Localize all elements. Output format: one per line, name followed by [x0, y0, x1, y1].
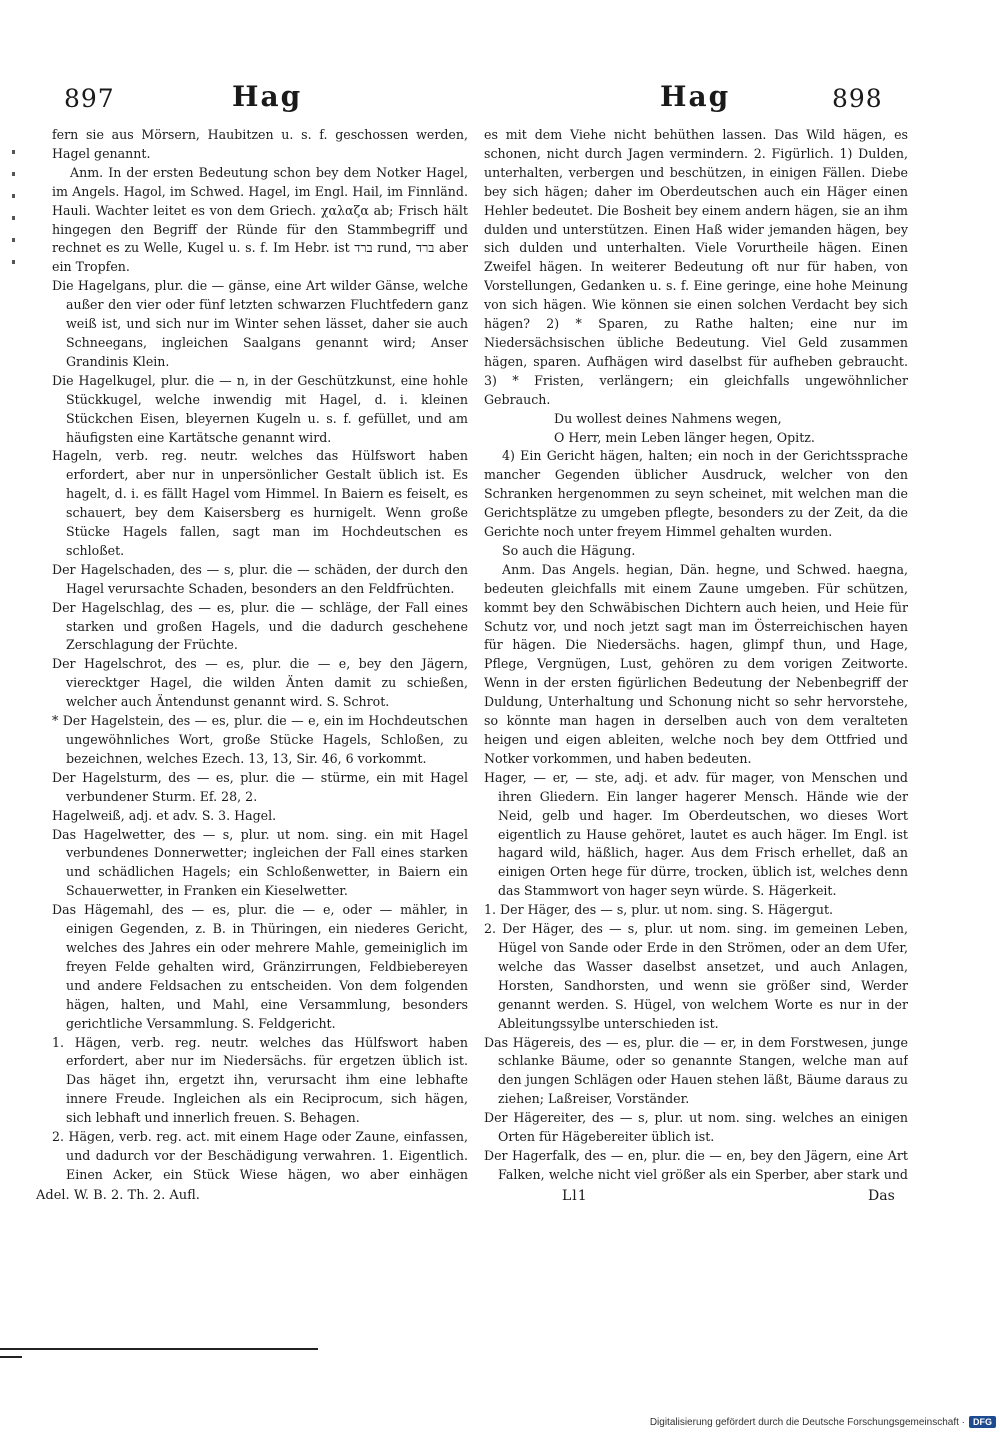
- entry-paragraph: 1. Hägen, verb. reg. neutr. welches das Hülfswort haben erfordert, aber nur im Niedersächs. für ergetzen üblich ist. Das häget ihn, ergetzt ihn, verursacht ihm eine lebhafte innere Freude. Ingleichen als ein Reciprocum, sich hägen, sich lebhaft und innerlich freuen. S. Behagen.: [52, 1034, 468, 1126]
- right-running-head: Hag: [660, 80, 731, 113]
- left-page-number: 897: [64, 84, 115, 113]
- entry-paragraph: Die Hagelkugel, plur. die — n, in der Geschützkunst, eine hohle Stückkugel, welche inwendig mit Hagel, d. i. kleinen Stückchen Eisen, bleyernen Kugeln u. s. f. gefüllet, und am häufigsten eine Kartätsche genannt wird.: [52, 372, 468, 445]
- entry-paragraph: Das Hägemahl, des — es, plur. die — e, oder — mähler, in einigen Gegenden, z. B. in Thüringen, ein niederes Gericht, welches des Jahres ein oder mehrere Mahle, gemeiniglich im freyen Felde gehalten wird, Gränzirrungen, Feldbiebereyen und andere Feldsachen zu entscheiden. Von dem folgenden hägen, halten, und Mahl, eine Versammlung, besonders gerichtliche Versammlung. S. Feldgericht.: [52, 902, 468, 1031]
- scan-edge-line: [0, 1348, 318, 1350]
- entry-paragraph: Anm. Das Angels. hegian, Dän. hegne, und Schwed. haegna, bedeuten gleichfalls mit einem Zaune umgeben. Für schützen, kommt bey den Schwäbischen Dichtern auch heien, und Heie für Schutz vor, und noch jetzt sagt man im Österreichischen hayen für hägen. Die Niedersächs. hagen, glimpf thun, und Hage, Pflege, Vergnügen, Lust, gehören zu dem vorigen Zeitworte. Wenn in der ersten figürlichen Bedeutung der Nebenbegriff der Duldung, Unterhaltung und Schonung nicht so sehr hervorstehe, so könnte man hagen in derselben auch von dem veralteten heigen und eigen ableiten, welche noch bey dem Ottfried und Notker vorkommen, und haben bedeuten.: [484, 561, 908, 766]
- entry-paragraph: Du wollest deines Nahmens wegen,: [554, 410, 782, 426]
- entry-paragraph: 2. Hägen, verb. reg. act. mit einem Hage oder Zaune, einfassen, und dadurch vor der Beschädigung verwahren. 1. Eigentlich. Einen Acker, ein Stück Wiese hägen, wo aber einhägen: [52, 1129, 468, 1182]
- scan-edge-mark: [0, 1356, 22, 1358]
- entry-paragraph: 2. Der Häger, des — s, plur. ut nom. sing. im gemeinen Leben, Hügel von Sande oder Erde in den Strömen, oder an dem Ufer, welche das Wasser daselbst ansetzet, und auch Anlagen, Horsten, Sandhorsten, und wenn sie größer sind, Werder genannt werden. S. Hügel, von welchem Worte es nur in der Ableitungssylbe unterschieden ist.: [484, 921, 908, 1031]
- footer-volume-note: Adel. W. B. 2. Th. 2. Aufl.: [36, 1188, 200, 1203]
- entry-paragraph: * Der Hagelstein, des — es, plur. die — e, ein im Hochdeutschen ungewöhnliches Wort, große Stücke Hagels, Schloßen, zu bezeichnen, welches Ezech. 13, 13, Sir. 46, 6 vorkommt.: [52, 713, 468, 766]
- entry-paragraph: Das Hägereis, des — es, plur. die — er, in dem Forstwesen, junge schlanke Bäume, oder so genannte Stangen, welche man auf den jungen Schlägen oder Hauen stehen läßt, Bäume daraus zu ziehen; Laßreiser, Vorständer.: [484, 1034, 908, 1107]
- entry-paragraph: Das Hagelwetter, des — s, plur. ut nom. sing. ein mit Hagel verbundenes Donnerwetter; ingleichen der Fall eines starken und schädlichen Hagels; ein Schloßenwetter, in Baiern ein Schauerwetter, in Franken ein Kieselwetter.: [52, 826, 468, 899]
- entry-paragraph: Der Hagerfalk, des — en, plur. die — en, bey den Jägern, eine Art Falken, welche nicht viel größer als ein Sperber, aber stark und: [484, 1147, 908, 1182]
- entry-paragraph: es mit dem Viehe nicht behüthen lassen. Das Wild hägen, es schonen, nicht durch Jagen vermindern. 2. Figürlich. 1) Dulden, unterhalten, verbergen und beschützen, in einigen Fällen. Diebe bey sich hägen; daher im Oberdeutschen auch ein Häger einen Hehler bedeutet. Die Bosheit bey einem andern hägen, sie an ihm dulden und unterstützen. Einen Haß wider jemanden hägen, bey sich dulden und unterhalten. Viele Vorurtheile hägen. Einen Zweifel hägen. In weiterer Bedeutung oft nur für haben, von Vorstellungen, Gedanken u. s. f. Eine geringe, eine hohe Meinung von sich hägen. Wie können sie einen solchen Verdacht bey sich hägen? 2) * Sparen, zu Rathe halten; eine nur im Niedersächsischen übliche Bedeutung. Viel Geld zusammen hägen, sparen. Aufhägen wird daselbst für aufheben gebraucht. 3) * Fristen, verlängern; ein gleichfalls ungewöhnlicher Gebrauch.: [484, 127, 908, 407]
- entry-paragraph: So auch die Hägung.: [502, 542, 636, 558]
- entry-paragraph: 1. Der Häger, des — s, plur. ut nom. sing. S. Hägergut.: [484, 902, 834, 918]
- digitization-credit: [650, 1416, 996, 1428]
- right-page-number: 898: [832, 84, 883, 113]
- entry-paragraph: Die Hagelgans, plur. die — gänse, eine Art wilder Gänse, welche außer den vier oder fünf letzten schwarzen Fluchtfedern ganz weiß ist, und sich nur im Winter sehen lässet, daher sie auch Schneegans, ingleichen Saalgans genannt wird; Anser Grandinis Klein.: [52, 278, 468, 369]
- credit-text: Digitalisierung gefördert durch die Deutsche Forschungsgemeinschaft ·: [649, 1416, 965, 1428]
- footer-signature: Ll1: [562, 1188, 588, 1204]
- left-running-head: Hag: [232, 80, 303, 113]
- entry-paragraph: 4) Ein Gericht hägen, halten; ein noch in der Gerichtssprache mancher Gegenden üblicher Ausdruck, welcher von den Schranken hergenommen zu seyn scheinet, mit welchen man die Gerichtsplätze zu umgeben pflegte, besonders zu der Zeit, da die Gerichte noch unter freyem Himmel gehalten wurden.: [484, 448, 908, 540]
- entry-paragraph: Der Hagelsturm, des — es, plur. die — stürme, ein mit Hagel verbundener Sturm. Ef. 28, 2.: [52, 769, 468, 804]
- entry-paragraph: O Herr, mein Leben länger hegen, Opitz.: [554, 429, 815, 445]
- left-column: [52, 126, 468, 1186]
- entry-paragraph: Der Hagelschaden, des — s, plur. die — schäden, der durch den Hagel verursachte Schaden, besonders an den Feldfrüchten.: [52, 561, 468, 596]
- entry-paragraph: Der Hagelschrot, des — es, plur. die — e, bey den Jägern, vierecktger Hagel, die wilden Änten damit zu schießen, welcher auch Äntendunst genannt wird. S. Schrot.: [52, 656, 468, 710]
- right-column: [484, 126, 908, 1186]
- entry-paragraph: Der Hägereiter, des — s, plur. ut nom. sing. welches an einigen Orten für Hägebereiter üblich ist.: [484, 1110, 908, 1145]
- entry-paragraph: fern sie aus Mörsern, Haubitzen u. s. f. geschossen werden, Hagel genannt.: [52, 127, 468, 161]
- entry-paragraph: Der Hagelschlag, des — es, plur. die — schläge, der Fall eines starken und großen Hagels, und die dadurch geschehene Zerschlagung der Früchte.: [52, 599, 468, 653]
- footer-catchword: Das: [868, 1188, 895, 1204]
- entry-paragraph: Anm. In der ersten Bedeutung schon bey dem Notker Hagel, im Angels. Hagol, im Schwed. Hagel, im Engl. Hail, im Finnländ. Hauli. Wachter leitet es von dem Griech. χαλαζα ab; Frisch hält hingegen den Begriff der Ründe für den Stammbegriff und rechnet es zu Welle, Kugel u. s. f. Im Hebr. ist ברד rund, ברד aber ein Tropfen.: [52, 164, 468, 275]
- margin-ticks: [12, 150, 15, 270]
- entry-paragraph: Hagelweiß, adj. et adv. S. 3. Hagel.: [52, 807, 277, 823]
- dfg-logo: DFG: [969, 1416, 996, 1428]
- entry-paragraph: Hager, — er, — ste, adj. et adv. für mager, von Menschen und ihren Gliedern. Ein langer hagerer Mensch. Hände wie der Neid, gelb und hager. Im Oberdeutschen, wo dieses Wort eigentlich zu Hause gehöret, lautet es auch häger. Im Engl. ist hagard wild, häßlich, hager. Aus dem Frisch erhellet, daß an einigen Orten hege für dürre, trocken, üblich ist, welches denn das Stammwort von hager seyn würde. S. Hägerkeit.: [484, 769, 908, 899]
- entry-paragraph: Hageln, verb. reg. neutr. welches das Hülfswort haben erfordert, aber nur in unpersönlicher Gestalt üblich ist. Es hagelt, d. i. es fällt Hagel vom Himmel. In Baiern es feiselt, es schauert, bey dem Kaisersberg es hurnigelt. Wenn große Stücke Hagels fallen, sagt man im Hochdeutschen es schloßet.: [52, 448, 468, 558]
